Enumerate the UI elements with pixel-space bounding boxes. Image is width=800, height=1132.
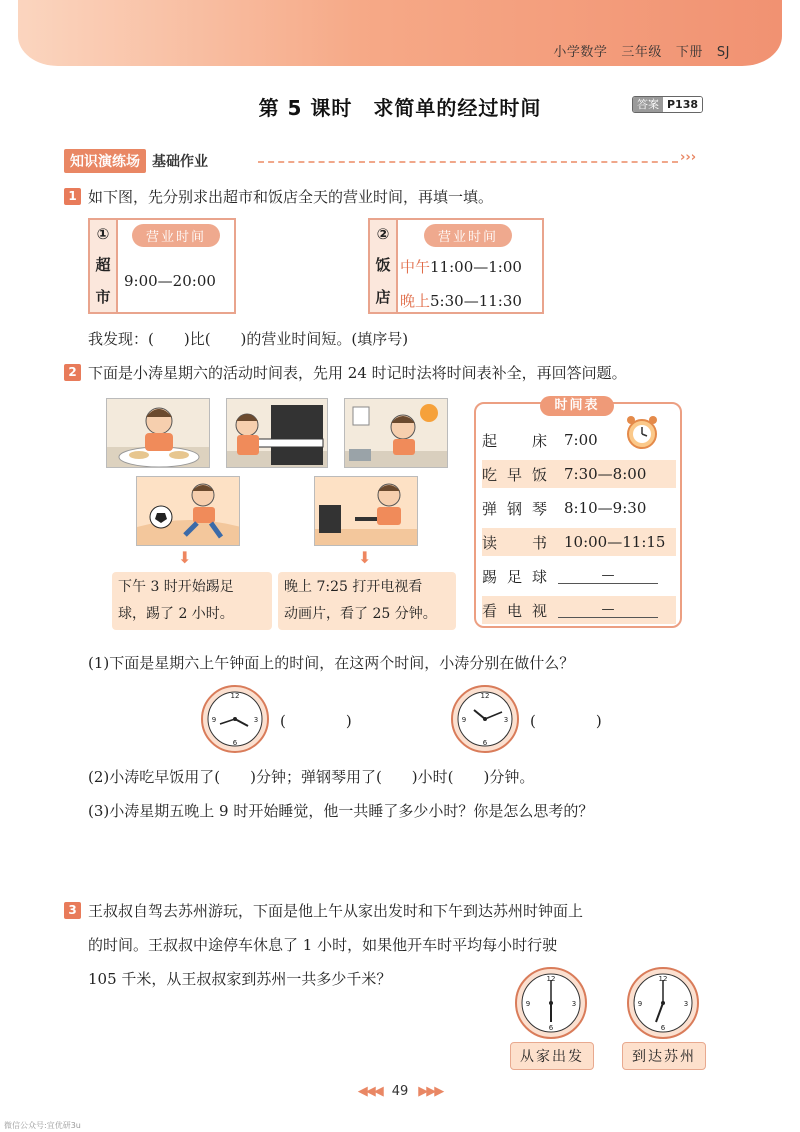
card2-hours-line2: 晚上5:30—11:30 — [400, 292, 522, 310]
q2-sub1: (1)下面是星期六上午钟面上的时间，在这两个时间，小涛分别在做什么？ — [88, 654, 575, 672]
subject: 小学数学 — [553, 45, 608, 60]
q2-text: 下面是小涛星期六的活动时间表，先用 24 时记时法将时间表补全，再回答问题。 — [88, 364, 627, 382]
tv-caption: 晚上 7:25 打开电视看 动画片，看了 25 分钟。 — [278, 572, 456, 630]
svg-text:6: 6 — [482, 739, 488, 747]
clock-icon — [200, 684, 270, 754]
schedule-row: 吃早饭 7:30—8:00 — [482, 460, 676, 488]
answer-paren-1[interactable]: ( ) — [280, 712, 352, 730]
depart-home-tag: 从家出发 — [510, 1042, 594, 1070]
reading-illustration — [344, 398, 448, 468]
question-number-2: 2 — [64, 364, 81, 381]
svg-text:3: 3 — [571, 1000, 577, 1008]
piano-illustration — [226, 398, 328, 468]
watermark: 微信公众号:宜优研3u — [4, 1121, 81, 1130]
arrow-down-icon: ⬇ — [358, 548, 372, 567]
volume: 下册 — [675, 45, 703, 60]
q2-sub2: (2)小涛吃早饭用了( )分钟；弹钢琴用了( )小时( )分钟。 — [88, 768, 535, 786]
q1-finding: 我发现：( )比( )的营业时间短。(填序号) — [88, 330, 409, 348]
grade: 三年级 — [621, 45, 662, 60]
card2-name-top: 饭 — [375, 255, 391, 274]
card1-hours: 9:00—20:00 — [124, 272, 216, 290]
left-arrows-icon: ◀◀◀ — [357, 1084, 382, 1099]
answer-label: 答案 — [633, 97, 663, 112]
edition: SJ — [716, 45, 730, 60]
card2-heading: 营业时间 — [424, 224, 512, 247]
answer-page: P138 — [663, 97, 702, 112]
arrow-down-icon: ⬇ — [178, 548, 192, 567]
schedule-row: 看电视 — — [482, 596, 676, 624]
q2-sub3: (3)小涛星期五晚上 9 时开始睡觉，他一共睡了多少小时？你是怎么思考的？ — [88, 802, 594, 820]
right-arrows-icon: ▶▶▶ — [418, 1084, 443, 1099]
q3-line2: 的时间。王叔叔中途停车休息了 1 小时，如果他开车时平均每小时行驶 — [88, 936, 558, 954]
football-caption: 下午 3 时开始踢足 球，踢了 2 小时。 — [112, 572, 272, 630]
section-sublabel: 基础作业 — [152, 154, 208, 170]
q3-line1: 王叔叔自驾去苏州游玩，下面是他上午从家出发时和下午到达苏州时钟面上 — [88, 902, 584, 920]
section-header — [64, 149, 208, 173]
card2-index: ② — [376, 225, 390, 244]
svg-text:3: 3 — [683, 1000, 689, 1008]
answer-paren-2[interactable]: ( ) — [530, 712, 602, 730]
schedule-row: 起床 7:00 — [482, 431, 598, 450]
schedule-row: 弹钢琴 8:10—9:30 — [482, 499, 647, 518]
svg-text:9: 9 — [525, 1000, 531, 1008]
breakfast-scene-icon — [107, 399, 210, 468]
restaurant-card — [368, 218, 544, 314]
section-arrows: ››› — [680, 150, 697, 165]
schedule-row: 读书 10:00—11:15 — [482, 528, 676, 556]
question-number-3: 3 — [64, 902, 81, 919]
card1-name-bottom: 市 — [95, 287, 111, 306]
svg-text:12: 12 — [658, 975, 668, 983]
tv-time-blank[interactable]: — — [558, 603, 658, 618]
breakfast-illustration — [106, 398, 210, 468]
tv-scene-icon — [315, 477, 418, 546]
restaurant-label — [370, 220, 398, 312]
football-scene-icon — [137, 477, 240, 546]
q3-line3: 105 千米，从王叔叔家到苏州一共多少千米？ — [88, 970, 392, 988]
reading-scene-icon — [345, 399, 448, 468]
restaurant-hours-area — [398, 220, 542, 312]
football-time-blank[interactable]: — — [558, 569, 658, 584]
svg-text:3: 3 — [253, 716, 259, 724]
svg-text:12: 12 — [480, 692, 490, 700]
clock-icon — [450, 684, 520, 754]
svg-text:9: 9 — [637, 1000, 643, 1008]
card2-hours-line1: 中午11:00—1:00 — [400, 258, 522, 276]
arrive-suzhou-tag: 到达苏州 — [622, 1042, 706, 1070]
schedule-title: 时间表 — [540, 396, 614, 416]
svg-text:6: 6 — [232, 739, 238, 747]
svg-text:3: 3 — [503, 716, 509, 724]
page-footer — [0, 1084, 800, 1099]
piano-scene-icon — [227, 399, 328, 468]
page-title: 第 5 课时 求简单的经过时间 — [258, 96, 542, 120]
page-number: 49 — [391, 1084, 409, 1099]
question-number-1: 1 — [64, 188, 81, 205]
section-divider — [258, 161, 678, 163]
schedule-row: 踢足球 — — [482, 562, 676, 590]
q1-text: 如下图，先分别求出超市和饭店全天的营业时间，再填一填。 — [88, 188, 494, 206]
svg-text:9: 9 — [211, 716, 217, 724]
header-info — [539, 41, 730, 60]
supermarket-hours-area — [118, 220, 234, 312]
supermarket-label — [90, 220, 118, 312]
supermarket-card — [88, 218, 236, 314]
svg-text:12: 12 — [546, 975, 556, 983]
card1-index: ① — [96, 225, 110, 244]
football-illustration — [136, 476, 240, 546]
clock-icon — [514, 966, 588, 1040]
tv-illustration — [314, 476, 418, 546]
section-label: 知识演练场 — [64, 149, 146, 173]
card2-name-bottom: 店 — [375, 287, 391, 306]
svg-text:6: 6 — [660, 1024, 666, 1032]
card1-heading: 营业时间 — [132, 224, 220, 247]
clock-icon — [626, 966, 700, 1040]
svg-text:6: 6 — [548, 1024, 554, 1032]
svg-text:12: 12 — [230, 692, 240, 700]
answer-reference[interactable] — [632, 96, 703, 113]
card1-name-top: 超 — [95, 255, 111, 274]
svg-text:9: 9 — [461, 716, 467, 724]
